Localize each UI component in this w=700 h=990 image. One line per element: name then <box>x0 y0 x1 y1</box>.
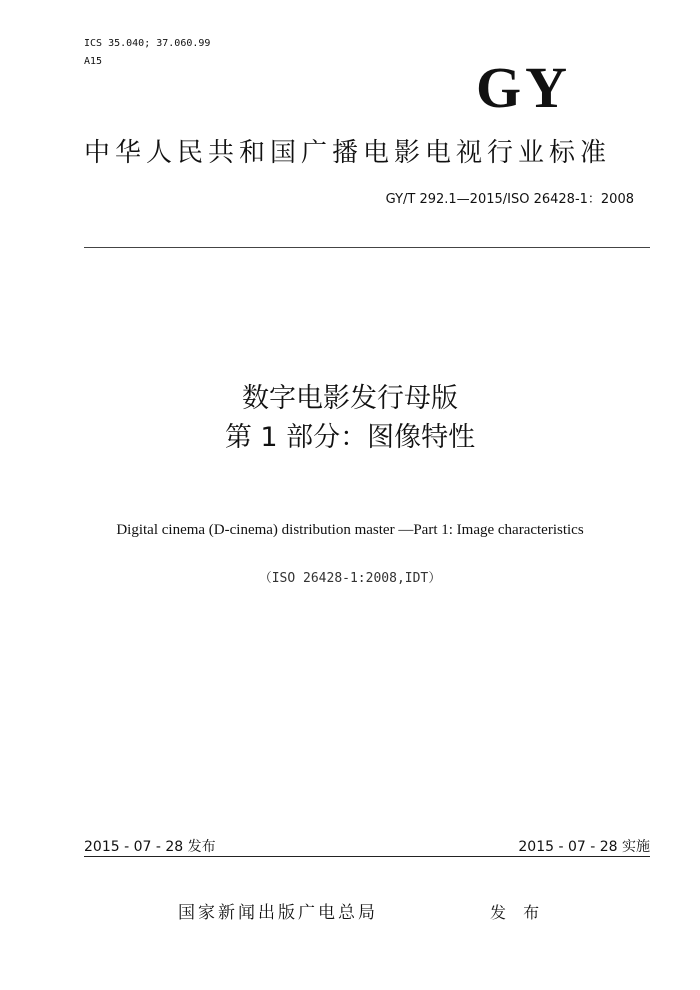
implementation-date: 2015 - 07 - 28 实施 <box>518 839 650 855</box>
standard-number: GY/T 292.1—2015/ISO 26428-1：2008 <box>385 192 634 207</box>
footer-divider <box>84 856 650 857</box>
header-divider <box>84 247 650 248</box>
publish-label: 发 布 <box>490 903 546 922</box>
issue-date: 2015 - 07 - 28 发布 <box>84 839 216 855</box>
document-title-cn-line1: 数字电影发行母版 <box>242 383 458 414</box>
standard-title: 中华人民共和国广播电影电视行业标准 <box>84 138 612 168</box>
document-title-cn-line2: 第 1 部分：图像特性 <box>224 422 476 453</box>
adoption-note: （ISO 26428-1:2008,IDT） <box>258 571 442 586</box>
ccs-code: A15 <box>84 56 103 67</box>
ics-code: ICS 35.040; 37.060.99 <box>84 38 211 49</box>
issuing-authority: 国家新闻出版广电总局 <box>178 903 378 923</box>
gy-logo: GY <box>476 55 571 120</box>
document-title-en: Digital cinema (D-cinema) distribution master —Part 1: Image characteristics <box>116 522 584 538</box>
